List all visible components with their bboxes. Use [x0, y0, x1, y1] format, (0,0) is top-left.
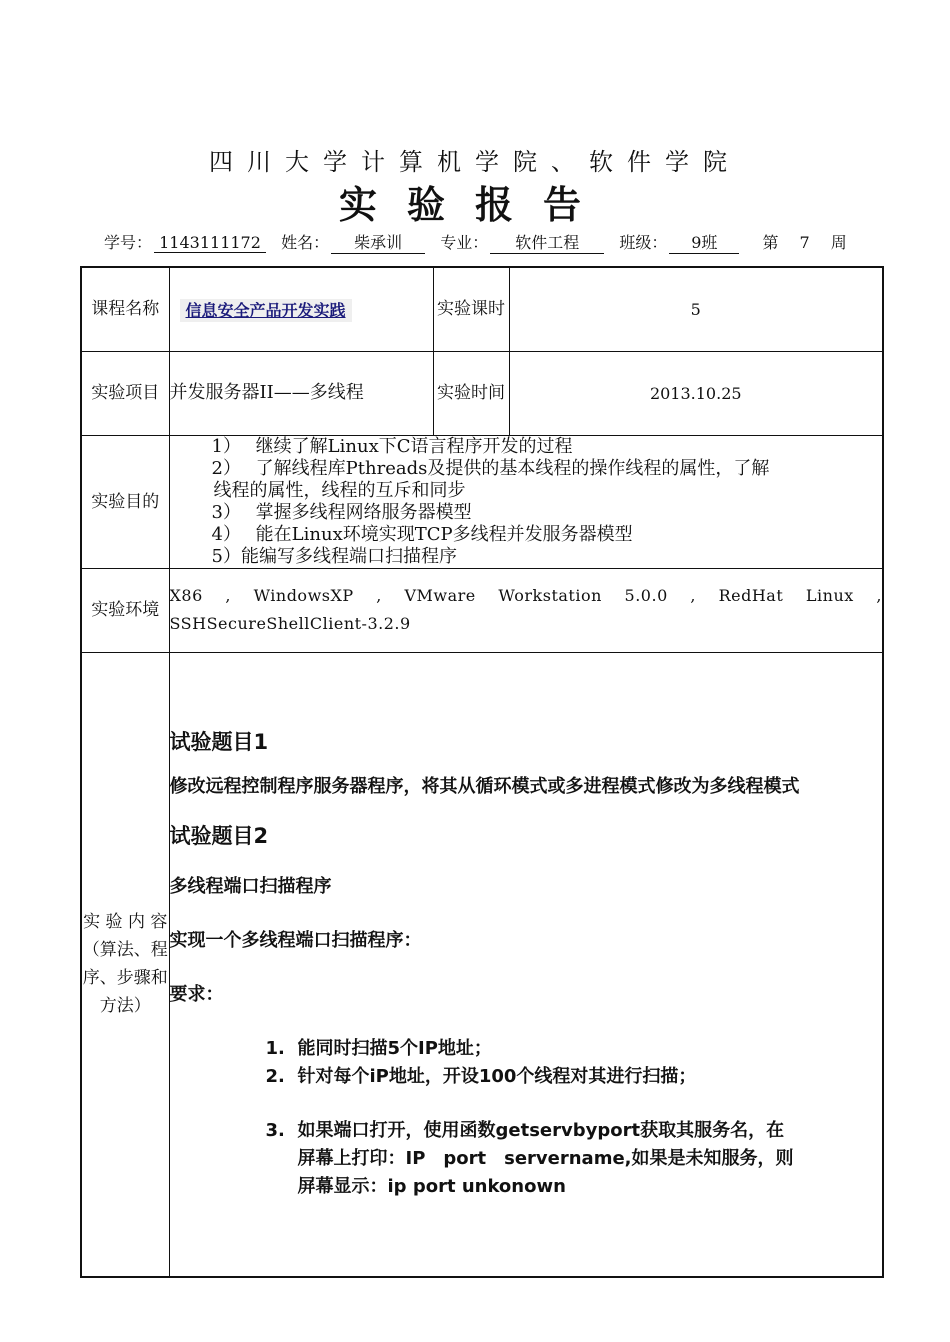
requirement-3-line3 — [170, 1173, 883, 1201]
class-label: 班级： — [619, 233, 668, 252]
requirement-1 — [170, 1035, 883, 1063]
report-title: 实验报告 — [338, 182, 611, 227]
goal-label: 实验目的 — [81, 435, 169, 568]
env-row — [81, 568, 883, 652]
hours-label: 实验课时 — [433, 267, 509, 351]
major-label: 专业： — [440, 233, 489, 252]
env-value: X86 , WindowsXP , VMware Workstation 5.0.0 , RedHat Linux , SSHSecureShellClient-3.2.9 — [169, 568, 883, 652]
goal-item-5: 5）能编写多线程端口扫描程序 — [211, 545, 457, 567]
requirement-3-text: 如果端口打开，使用函数getservbyport获取其服务名，在 — [297, 1120, 785, 1142]
name-value: 柴承训 — [331, 230, 425, 254]
requirement-3-text-3: 屏幕显示：ip port unkonown — [297, 1176, 566, 1198]
requirement-3-text-2: 屏幕上打印：IP port servername,如果是未知服务，则 — [297, 1148, 794, 1170]
goal-item-2-cont: 线程的属性，线程的互斥和同步 — [213, 479, 466, 501]
week-value: 第 7 周 — [762, 233, 855, 252]
course-cell — [169, 267, 433, 351]
school-name: 四川大学计算机学院、软件学院 — [209, 148, 741, 176]
requirement-3-number: 3. — [265, 1120, 285, 1142]
requirement-2-number: 2. — [265, 1066, 285, 1088]
requirement-1-number: 1. — [265, 1038, 285, 1060]
task1-title: 试验题目1 — [169, 730, 269, 755]
project-row — [81, 351, 883, 435]
goal-item-2: 2） 了解线程库Pthreads及提供的基本线程的操作线程的属性，了解 — [211, 457, 770, 479]
content-label: 实 验 内 容（算法、程序、步骤和方法） — [81, 652, 169, 1277]
task2-desc: 实现一个多线程端口扫描程序： — [169, 930, 422, 952]
course-name[interactable]: 信息安全产品开发实践 — [180, 299, 352, 322]
env-label: 实验环境 — [81, 568, 169, 652]
student-id-value: 1143111172 — [154, 233, 266, 253]
requirement-2-text: 针对每个iP地址，开设100个线程对其进行扫描； — [297, 1066, 697, 1088]
content-body — [169, 652, 883, 1277]
goal-item-1: 1） 继续了解Linux下C语言程序开发的过程 — [211, 435, 573, 457]
class-value: 9班 — [669, 230, 739, 254]
course-row — [81, 267, 883, 351]
time-label: 实验时间 — [433, 351, 509, 435]
goal-item-4: 4） 能在Linux环境实现TCP多线程并发服务器模型 — [211, 523, 633, 545]
requirements-label: 要求： — [169, 984, 224, 1006]
requirement-3 — [170, 1117, 883, 1145]
course-label: 课程名称 — [81, 267, 169, 351]
goal-item-3: 3） 掌握多线程网络服务器模型 — [211, 501, 472, 523]
goal-row — [81, 435, 883, 568]
project-name: 并发服务器II——多线程 — [169, 351, 433, 435]
task2-name: 多线程端口扫描程序 — [169, 876, 332, 898]
content-row — [81, 652, 883, 1277]
task2-title: 试验题目2 — [169, 824, 269, 849]
requirement-3-line2 — [170, 1145, 883, 1173]
major-value: 软件工程 — [490, 230, 604, 254]
requirement-1-text: 能同时扫描5个IP地址； — [297, 1038, 492, 1060]
name-label: 姓名： — [281, 233, 330, 252]
student-id-label: 学号： — [104, 233, 153, 252]
student-info-line — [104, 230, 855, 254]
task1-desc: 修改远程控制程序服务器程序，将其从循环模式或多进程模式修改为多线程模式 — [169, 776, 800, 798]
hours-value: 5 — [509, 267, 883, 351]
time-value: 2013.10.25 — [509, 351, 883, 435]
report-table — [80, 266, 884, 1278]
goal-list — [169, 435, 883, 568]
requirement-2 — [170, 1063, 883, 1091]
project-label: 实验项目 — [81, 351, 169, 435]
